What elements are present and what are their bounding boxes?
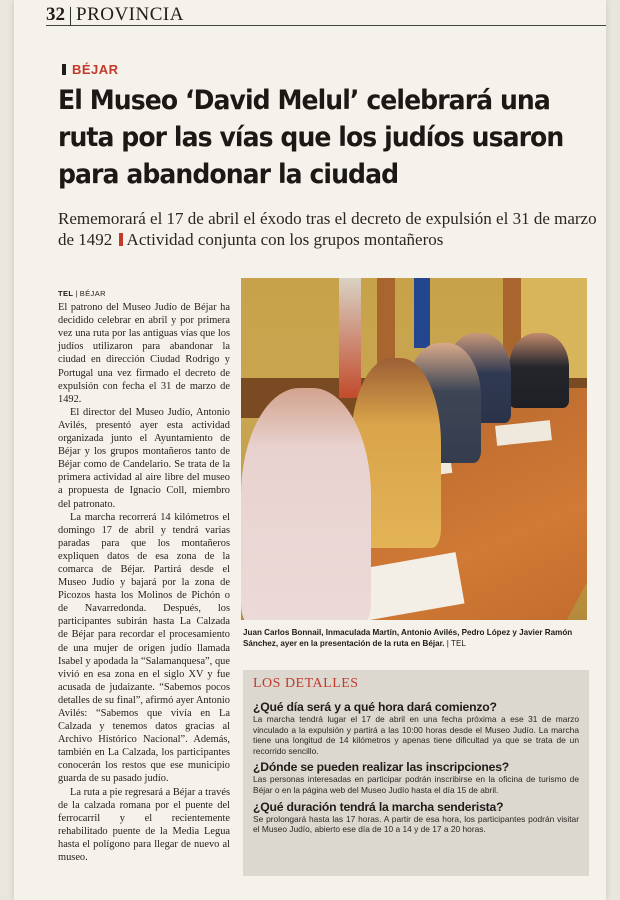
photo-credit: | TEL [446,639,466,648]
photo-flag-europe [414,278,430,348]
byline-agency: TEL [58,289,74,298]
subhead-separator-icon [119,233,123,246]
byline [58,287,230,300]
body-paragraph: La ruta a pie regresará a Béjar a través de la calzada romana por el puente del ferrocarril y el recientemente rehabilitado puente de la Media Legua hasta el polígono para llegar de nuevo al museo. [58,786,230,864]
details-question: ¿Dónde se pueden realizar las inscripciones? [253,760,510,775]
tag-bar-icon [62,64,66,75]
subheadline [58,208,604,250]
details-question: ¿Qué día será y a qué hora dará comienzo? [253,700,497,714]
byline-divider: | [75,289,78,298]
photo-caption-text: Juan Carlos Bonnail, Inmaculada Martín, Antonio Avilés, Pedro López y Javier Ramón Sánchez, ayer en la presentación de la ruta en Béjar. [243,628,573,648]
photo-person [241,388,371,620]
body-paragraph: El patrono del Museo Judío de Béjar ha decidido celebrar en abril y por primera vez una ruta por las antiguas vías que los judíos utilizaron para abandonar la ciudad en dirección Ciudad Rodrigo y Portugal una vez firmado el decreto de expulsión con fecha el 31 de marzo de 1492. [58,302,230,405]
details-answer: Las personas interesadas en participar podrán inscribirse en la oficina de turismo de Béjar o en la página web del Museo Judío hasta el día 15 de abril. [253,774,579,795]
body-paragraph: La marcha recorrerá 14 kilómetros el domingo 17 de abril y tendrá varias paradas para que los montañeros expliquen datos de esa zona de la comarca de Béjar. Partirá desde el Museo Judío y bajará por la zona de Picozos hasta los Molinos de Pichón o de Navarredonda. Después, los participantes subirán hasta La Calzada de Béjar para recordar el procesamiento de una mujer de origen judío llamada Isabel y apodada la “Salamanquesa”, que vivió en esa zona en el siglo XV y fue acusada de judaizante. “Sabemos pocos detalles de su final”, afirmó ayer Antonio Avilés: “Sabemos que vivía en La Calzada y tenemos datos gracias al Archivo Histórico Nacional”. Además, también en La Calzada, los participantes conocerán los restos que ese municipio guarda de su pasado judío. [58,511,230,785]
folio-divider [70,7,71,25]
headline: El Museo ‘David Melul’ celebrará una ruta por las vías que los judíos usaron para abandonar la ciudad [58,85,564,190]
subhead-second: Actividad conjunta con los grupos montañeros [126,230,444,249]
details-answer: Se prolongará hasta las 17 horas. A partir de esa hora, los participantes podrán visitar el Museo Judío, abierto ese día de 10 a 14 y de 17 a 20 horas. [253,813,579,835]
page-folio [46,4,606,26]
location-tag [62,62,119,77]
article-body [58,287,230,864]
page-number: 32 [46,4,65,25]
details-answer: La marcha tendrá lugar el 17 de abril en una fecha próxima a ese 31 de marzo vinculado a la expulsión y partirá a las 10:00 horas desde el Museo Judío. La marcha tiene una longitud de 14 kilómetros y apenas tiene dificultad ya que se trata de un recorrido sencillo. [253,714,579,756]
photo-caption [243,627,589,649]
byline-place: BÉJAR [79,289,106,298]
press-photo [241,278,587,620]
details-title: LOS DETALLES [253,676,359,691]
photo-credit-label: TEL [451,639,466,648]
location-tag-label: BÉJAR [72,62,119,77]
details-question: ¿Qué duración tendrá la marcha senderista? [253,799,504,814]
section-name: PROVINCIA [76,4,184,25]
photo-flag-spain [339,278,361,398]
body-paragraph: El director del Museo Judío, Antonio Avilés, presentó ayer esta actividad organizada junto el Ayuntamiento de Béjar y los grupos montañeros tanto de Béjar como de Candelario. Se trata de la primera actividad al aire libre del museo a propuesta de Ignacio Coll, miembro del patronato. [58,406,230,510]
details-box [243,670,589,876]
subhead-first: Rememorará el 17 de abril el éxodo tras el decreto de expulsión el 31 de marzo de 1492 [58,209,597,249]
photo-person [509,333,569,408]
